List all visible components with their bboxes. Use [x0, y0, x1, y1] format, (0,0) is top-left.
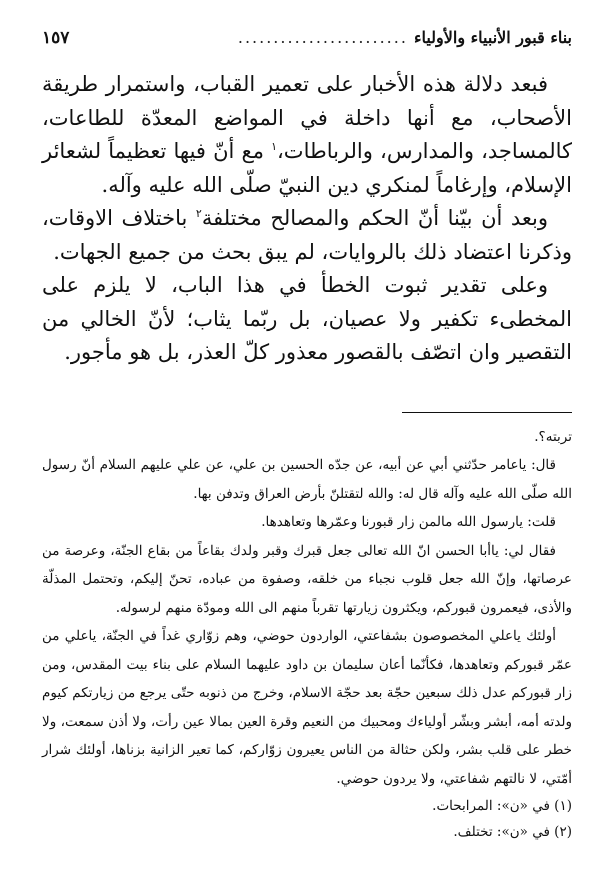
paragraph-1-part-b: مع أنّ فيها تعظيماً لشعائر الإسلام، وإرغاماً لمنكري دين النبيّ صلّى الله عليه وآله.: [42, 139, 572, 197]
footnote-continuation: تربته؟.: [534, 428, 572, 445]
paragraph-1-part-a: فبعد دلالة هذه الأخبار على تعمير القباب، واستمرار طريقة الأصحاب، مع أنها داخلة في المواضع المعدّة للطاعات، كالمساجد، والمدارس، والرباطات،: [42, 72, 572, 163]
footnote-paragraph-3: فقال لي: ياأبا الحسن انّ الله تعالى جعل قبرك وقبر ولدك بقاعاً من بقاع الجنّة، وعرصة من عرصاتها، وإنّ الله جعل قلوب نجباء من خلقه، وصفوة من عباده، تحنّ إليكم، وتحتمل المذلّة والأذى، فيعمرون قبوركم، ويكثرون زيارتها تقرباً منهم الى الله ومودّة منهم لرسوله.: [42, 542, 572, 616]
page-number: ١٥٧: [42, 28, 70, 48]
footnotes: [42, 423, 572, 846]
footnote-ref-2: ٢: [195, 207, 202, 220]
footnote-2: (٢) في «ن»: تختلف.: [453, 824, 572, 840]
footnote-ref-1: ١: [271, 140, 278, 153]
footnote-paragraph-4: أولئك ياعلي المخصوصون بشفاعتي، الواردون حوضي، وهم زوّاري غداً في الجنّة، ياعلي من عمّر قبوركم وتعاهدها، فكأنّما أعان سليمان بن داود عليهما السلام على بناء بيت المقدس، ومن زار قبوركم عدل ذلك سبعين حجّة بعد حجّة الاسلام، وخرج من ذنوبه حتّى يرجع من زيارتكم كيوم ولدته أمه، أبشر وبشّر أولياءك ومحبيك من النعيم وقرة العين بمالا عين رأت، ولا أذن سمعت، ولا خطر على قلب بشر، ولكن حثالة من الناس يعيرون زوّاركم، كما تعير الزانية بزناها، أولئك شرار أمّتي، لا نالتهم شفاعتي، ولا يردون حوضي.: [42, 628, 572, 787]
paragraph-1: [42, 68, 572, 202]
footnote-paragraph-1: قال: ياعامر حدّثني أبي عن أبيه، عن جدّه الحسين بن علي، عن علي عليهم السلام أنّ رسول الله صلّى الله عليه وآله قال له: والله لتقتلنّ بأرض العراق وتدفن بها.: [42, 457, 572, 502]
footnote-paragraph-2: قلت: يارسول الله مالمن زار قبورنا وعمّرها وتعاهدها.: [261, 514, 556, 530]
footnote-1: (١) في «ن»: المرابحات.: [432, 798, 572, 814]
running-title: بناء قبور الأنبياء والأولياء: [413, 28, 572, 47]
paragraph-2-part-b: باختلاف الاوقات، وذكرنا اعتضاد ذلك بالروايات، لم يبق بحث من جميع الجهات.: [42, 206, 572, 264]
leader-dots: ........................: [237, 28, 408, 47]
footnote-separator: [402, 412, 572, 413]
main-text: [42, 68, 572, 370]
paragraph-3: وعلى تقدير ثبوت الخطأ في هذا الباب، لا يلزم على المخطىء تكفير ولا عصيان، بل ربّما يثاب؛ لأنّ الخالي من التقصير وان اتصّف بالقصور معذور كلّ العذر، بل هو مأجور.: [42, 273, 572, 364]
paragraph-2-part-a: وبعد أن بيّنا أنّ الحكم والمصالح مختلفة: [201, 206, 548, 230]
paragraph-2: [42, 202, 572, 269]
running-header: [42, 28, 572, 52]
